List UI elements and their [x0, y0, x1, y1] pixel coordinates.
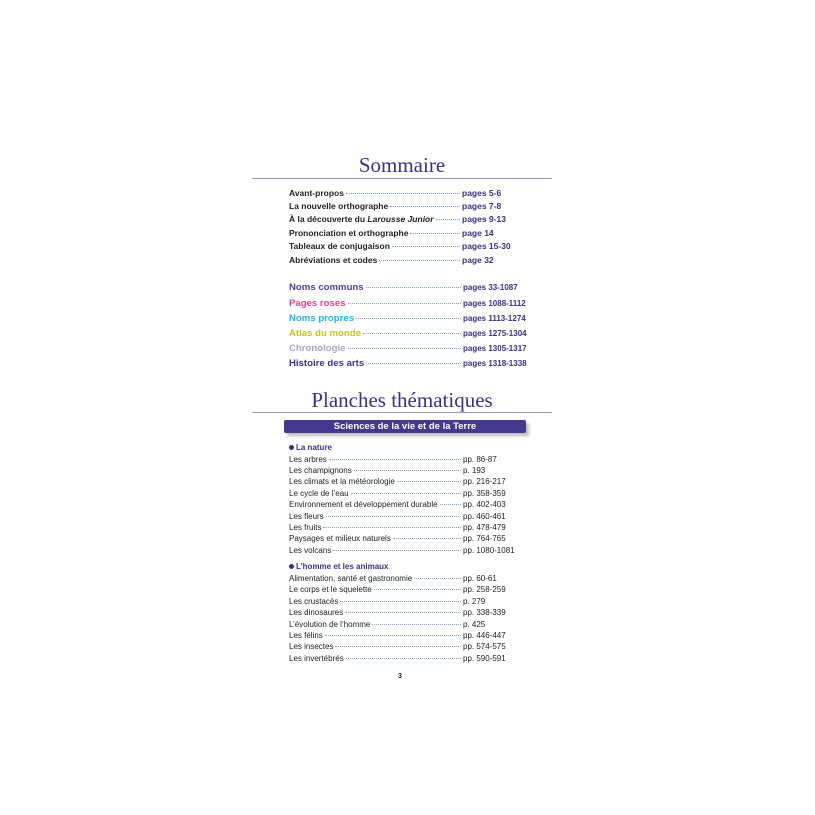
leader-dots: [414, 577, 461, 579]
toc-label: Prononciation et orthographe: [289, 228, 409, 238]
toc-label-italic: Larousse Junior: [367, 214, 434, 224]
list-item[interactable]: [289, 466, 511, 475]
section-label: Histoire des arts: [289, 358, 365, 369]
leader-dots: [366, 286, 461, 288]
leader-dots: [346, 657, 461, 659]
item-label: Le cycle de l’eau: [289, 489, 349, 498]
leader-dots: [329, 458, 461, 460]
item-label: Les climats et la météorologie: [289, 477, 395, 486]
toc-row-section[interactable]: [289, 298, 526, 309]
item-label: Les fleurs: [289, 512, 324, 521]
item-pages: pp. 460-461: [463, 512, 506, 521]
leader-dots: [325, 634, 461, 636]
section-pages: pages 1318-1338: [463, 359, 527, 368]
leader-dots: [340, 600, 461, 602]
leader-dots: [356, 317, 461, 319]
list-item[interactable]: [289, 597, 511, 606]
section-label: Noms communs: [289, 282, 364, 293]
item-pages: pp. 478-479: [463, 523, 506, 532]
bullet-icon: [289, 445, 294, 450]
list-item[interactable]: [289, 546, 515, 555]
item-pages: pp. 446-447: [463, 631, 506, 640]
section-pages: pages 1275-1304: [463, 329, 527, 338]
item-label: Les arbres: [289, 455, 327, 464]
toc-label-prefix: À la découverte du: [289, 214, 368, 224]
list-item[interactable]: [289, 608, 511, 617]
list-item[interactable]: [289, 477, 511, 486]
leader-dots: [436, 218, 460, 220]
toc-row-front[interactable]: [289, 188, 502, 198]
item-label: Les dinosaures: [289, 608, 344, 617]
category-heading: [289, 443, 332, 452]
leader-dots: [335, 645, 461, 647]
sommaire-rule: [252, 178, 552, 179]
list-item[interactable]: [289, 534, 511, 543]
item-label: Les invertébrés: [289, 654, 344, 663]
leader-dots: [372, 623, 461, 625]
toc-row-section[interactable]: [289, 313, 526, 324]
leader-dots: [346, 192, 460, 194]
item-label: Alimentation, santé et gastronomie: [289, 574, 413, 583]
leader-dots: [379, 259, 460, 261]
toc-row-front[interactable]: [289, 228, 502, 238]
toc-pages: page 32: [462, 255, 494, 265]
toc-label: Avant-propos: [289, 188, 344, 198]
list-item[interactable]: [289, 500, 511, 509]
page-number: 3: [398, 673, 402, 680]
list-item[interactable]: [289, 585, 511, 594]
toc-row-section[interactable]: [289, 328, 527, 339]
leader-dots: [348, 347, 462, 349]
section-pages: pages 1305-1317: [463, 344, 527, 353]
section-pages: pages 33-1087: [463, 283, 518, 292]
toc-pages: pages 7-8: [462, 201, 502, 211]
toc-row-section[interactable]: [289, 282, 523, 293]
bullet-icon: [289, 564, 294, 569]
item-label: Les félins: [289, 631, 323, 640]
leader-dots: [351, 492, 461, 494]
item-pages: pp. 60-61: [463, 574, 497, 583]
category-title: La nature: [296, 443, 333, 452]
planches-title: Planches thématiques: [311, 388, 493, 412]
item-pages: pp. 86-87: [463, 455, 497, 464]
item-pages: pp. 358-359: [463, 489, 506, 498]
section-pages: pages 1088-1112: [463, 299, 526, 308]
item-label: Paysages et milieux naturels: [289, 534, 391, 543]
leader-dots: [374, 588, 461, 590]
section-pages: pages 1113-1274: [463, 314, 526, 323]
item-pages: pp. 258-259: [463, 585, 506, 594]
leader-dots: [348, 302, 461, 304]
toc-label: La nouvelle orthographe: [289, 201, 389, 211]
leader-dots: [393, 537, 461, 539]
leader-dots: [410, 232, 460, 234]
theme-banner: Sciences de la vie et de la Terre: [284, 420, 526, 433]
toc-label: Abréviations et codes: [289, 255, 378, 265]
list-item[interactable]: [289, 654, 511, 663]
item-pages: p. 193: [463, 466, 486, 475]
item-label: Environnement et développement durable: [289, 500, 438, 509]
list-item[interactable]: [289, 642, 511, 651]
leader-dots: [366, 362, 461, 364]
item-pages: p. 425: [463, 620, 486, 629]
section-label: Noms propres: [289, 313, 355, 324]
leader-dots: [333, 549, 461, 551]
leader-dots: [392, 245, 460, 247]
section-label: Pages roses: [289, 298, 346, 309]
leader-dots: [354, 469, 461, 471]
item-pages: pp. 402-403: [463, 500, 506, 509]
item-pages: pp. 1080-1081: [463, 546, 515, 555]
list-item[interactable]: [289, 620, 511, 629]
leader-dots: [323, 526, 461, 528]
item-label: Les volcans: [289, 546, 332, 555]
list-item[interactable]: [289, 523, 511, 532]
list-item[interactable]: [289, 574, 511, 583]
toc-label: Tableaux de conjugaison: [289, 241, 390, 251]
item-label: Le corps et le squelette: [289, 585, 372, 594]
list-item[interactable]: [289, 631, 511, 640]
item-pages: pp. 338-339: [463, 608, 506, 617]
planches-rule: [252, 412, 552, 413]
toc-pages: pages 9-13: [462, 214, 506, 224]
item-pages: pp. 216-217: [463, 477, 506, 486]
item-pages: pp. 590-591: [463, 654, 506, 663]
category-heading: [289, 562, 388, 571]
category-title: L’homme et les animaux: [296, 562, 389, 571]
section-label: Atlas du monde: [289, 328, 361, 339]
item-label: L’évolution de l’homme: [289, 620, 371, 629]
leader-dots: [390, 205, 460, 207]
sommaire-title: Sommaire: [358, 153, 446, 177]
leader-dots: [363, 332, 461, 334]
item-label: Les crustacés: [289, 597, 339, 606]
item-label: Les champignons: [289, 466, 352, 475]
item-pages: pp. 574-575: [463, 642, 506, 651]
item-pages: pp. 764-765: [463, 534, 506, 543]
item-label: Les fruits: [289, 523, 322, 532]
toc-row-front[interactable]: [289, 214, 506, 224]
toc-pages: page 14: [462, 228, 494, 238]
leader-dots: [397, 480, 461, 482]
leader-dots: [440, 503, 461, 505]
list-item[interactable]: [289, 512, 511, 521]
toc-row-front[interactable]: [289, 201, 502, 211]
list-item[interactable]: [289, 489, 511, 498]
section-label: Chronologie: [289, 343, 346, 354]
leader-dots: [326, 515, 461, 517]
toc-row-section[interactable]: [289, 343, 527, 354]
toc-row-section[interactable]: [289, 358, 527, 369]
toc-row-front[interactable]: [289, 241, 511, 251]
toc-label: [289, 214, 434, 224]
item-label: Les insectes: [289, 642, 334, 651]
toc-pages: pages 15-30: [462, 241, 511, 251]
item-pages: p. 279: [463, 597, 486, 606]
list-item[interactable]: [289, 455, 511, 464]
toc-row-front[interactable]: [289, 255, 502, 265]
leader-dots: [345, 611, 461, 613]
toc-pages: pages 5-6: [462, 188, 502, 198]
